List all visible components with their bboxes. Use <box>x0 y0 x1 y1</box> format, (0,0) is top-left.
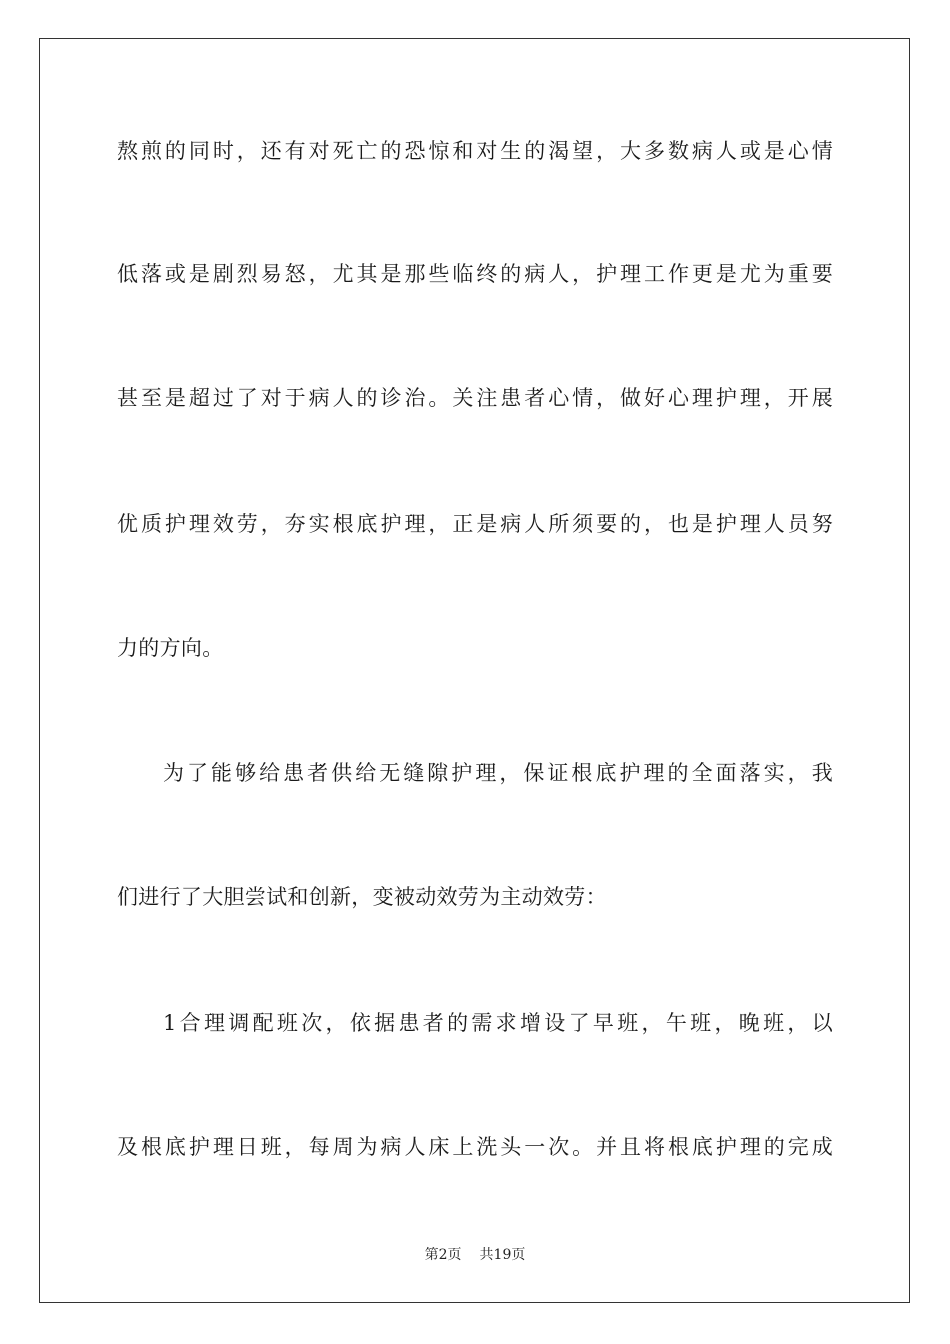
page-border <box>39 38 910 1303</box>
paragraph-start-line-8: 1合理调配班次，依据患者的需求增设了早班，午班，晚班，以 <box>163 1011 833 1035</box>
body-text-line-5: 力的方向。 <box>117 636 224 660</box>
page-footer <box>0 1245 950 1265</box>
page-total: 共19页 <box>479 1247 526 1263</box>
body-text-line-4: 优质护理效劳，夯实根底护理，正是病人所须要的，也是护理人员努 <box>117 512 833 536</box>
body-text-line-9: 及根底护理日班，每周为病人床上洗头一次。并且将根底护理的完成 <box>117 1135 833 1159</box>
body-text-line-1: 熬煎的同时，还有对死亡的恐惊和对生的渴望，大多数病人或是心情 <box>117 139 833 163</box>
body-text-line-7: 们进行了大胆尝试和创新，变被动效劳为主动效劳： <box>117 885 607 909</box>
page-number: 第2页 <box>424 1247 462 1263</box>
body-text-line-3: 甚至是超过了对于病人的诊治。关注患者心情，做好心理护理，开展 <box>117 386 833 410</box>
paragraph-start-line-6: 为了能够给患者供给无缝隙护理，保证根底护理的全面落实，我 <box>163 761 833 785</box>
body-text-line-2: 低落或是剧烈易怒，尤其是那些临终的病人，护理工作更是尤为重要 <box>117 262 833 286</box>
